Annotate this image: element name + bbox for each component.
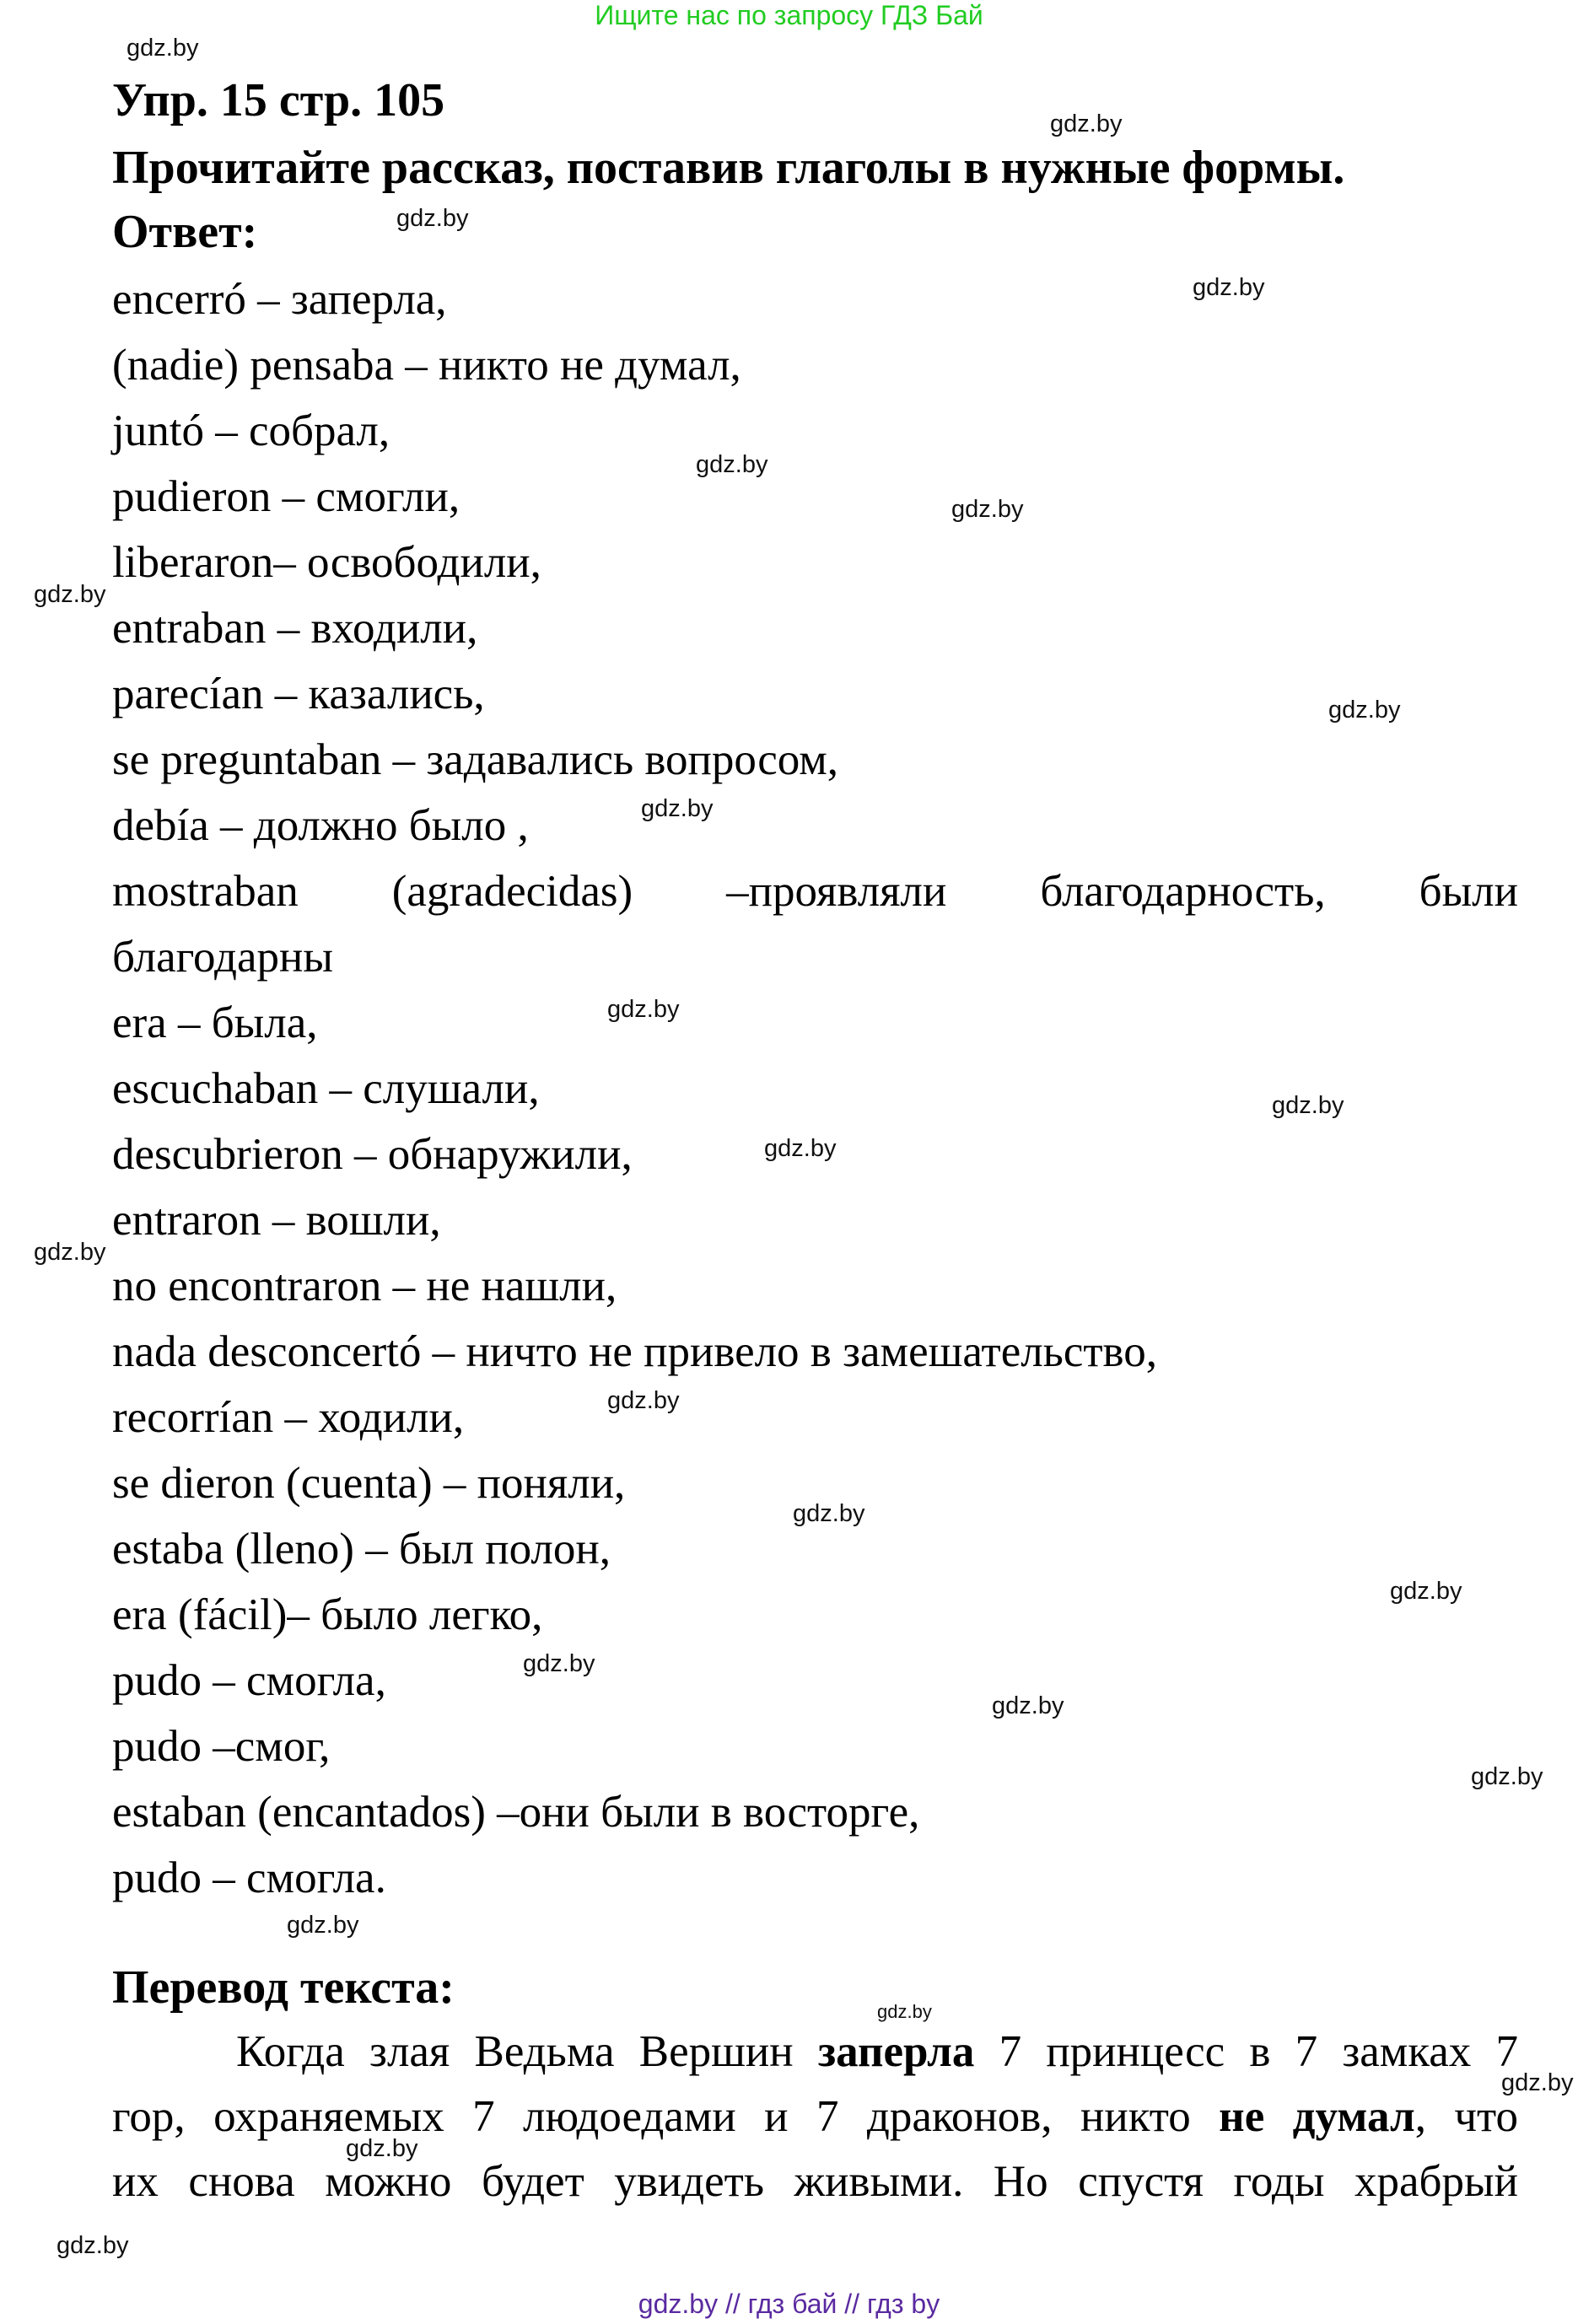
answer-line: estaban (encantados) –они были в восторге,	[112, 1788, 920, 1837]
answer-line: era – была,	[112, 998, 318, 1047]
watermark: gdz.by	[607, 1387, 680, 1414]
answer-line: pudieron – смогли,	[112, 472, 460, 521]
answer-line: mostraban (agradecidas) –проявляли благодарность, были	[112, 867, 1518, 916]
answer-line: escuchaban – слушали,	[112, 1064, 540, 1113]
text: , что	[1414, 2092, 1518, 2141]
answer-line: nada desconcertó – ничто не привело в замешательство,	[112, 1327, 1157, 1376]
watermark: gdz.by	[57, 2232, 129, 2259]
bold-verb: не думал	[1219, 2092, 1415, 2141]
answer-line: (nadie) pensaba – никто не думал,	[112, 341, 741, 390]
watermark: gdz.by	[1328, 697, 1401, 724]
task-text: Прочитайте рассказ, поставив глаголы в нужные формы.	[112, 142, 1345, 194]
answer-line: debía – должно было ,	[112, 801, 529, 850]
watermark: gdz.by	[992, 1692, 1064, 1719]
answer-line: liberaron– освободили,	[112, 538, 541, 587]
watermark: gdz.by	[1193, 274, 1265, 301]
watermark: gdz.by	[877, 2001, 932, 2022]
watermark: gdz.by	[127, 35, 199, 62]
watermark: gdz.by	[641, 795, 714, 822]
watermark: gdz.by	[287, 1912, 359, 1939]
answer-line: se dieron (cuenta) – поняли,	[112, 1459, 626, 1508]
watermark: gdz.by	[764, 1135, 837, 1162]
answer-line: descubrieron – обнаружили,	[112, 1130, 633, 1179]
watermark: gdz.by	[951, 496, 1024, 523]
answer-line: juntó – собрал,	[112, 406, 390, 455]
answer-list	[112, 266, 1518, 1911]
answer-line: se preguntaban – задавались вопросом,	[112, 735, 839, 784]
watermark: gdz.by	[607, 996, 680, 1023]
answer-line: pudo – смогла.	[112, 1853, 386, 1902]
answer-line: entraron – вошли,	[112, 1196, 441, 1245]
answer-line: pudo – смогла,	[112, 1656, 386, 1705]
translation-line	[112, 2028, 1518, 2075]
answer-line: pudo –смог,	[112, 1722, 331, 1771]
watermark: gdz.by	[1272, 1092, 1344, 1119]
watermark: gdz.by	[1471, 1763, 1543, 1790]
bold-verb: заперла	[817, 2027, 975, 2076]
answer-line: благодарны	[112, 933, 333, 982]
text: Когда злая Ведьма Вершин	[236, 2027, 818, 2076]
answer-line: estaba (lleno) – был полон,	[112, 1525, 611, 1574]
answer-line: parecían – казались,	[112, 670, 485, 718]
search-banner[interactable]: Ищите нас по запросу ГДЗ Бай	[595, 0, 983, 30]
answer-line: era (fácil)– было легко,	[112, 1590, 543, 1639]
watermark: gdz.by	[1390, 1578, 1462, 1605]
text: гор, охраняемых 7 людоедами и 7 драконов, никто	[112, 2092, 1220, 2141]
answer-line: entraban – входили,	[112, 604, 478, 653]
translation-line: их снова можно будет увидеть живыми. Но спустя годы храбрый	[112, 2157, 1518, 2206]
watermark: gdz.by	[523, 1650, 595, 1677]
watermark: gdz.by	[1501, 2069, 1574, 2096]
translation-line	[112, 2093, 1518, 2140]
translation-label: Перевод текста:	[112, 1961, 455, 2014]
watermark: gdz.by	[34, 1239, 106, 1266]
watermark: gdz.by	[1050, 110, 1123, 137]
answer-line: recorrían – ходили,	[112, 1393, 465, 1442]
watermark: gdz.by	[396, 205, 469, 232]
watermark: gdz.by	[346, 2135, 418, 2162]
watermark: gdz.by	[696, 451, 768, 478]
answer-line: encerró – заперла,	[112, 275, 447, 324]
translation-paragraph	[112, 2028, 1518, 2223]
answer-line: no encontraron – не нашли,	[112, 1262, 617, 1310]
answer-label: Ответ:	[112, 206, 258, 258]
watermark: gdz.by	[34, 581, 106, 608]
watermark: gdz.by	[793, 1500, 865, 1527]
text: 7 принцесс в 7 замках 7	[974, 2027, 1518, 2076]
exercise-title: Упр. 15 стр. 105	[112, 74, 445, 126]
footer-links[interactable]: gdz.by // гдз бай // гдз by	[638, 2289, 940, 2319]
